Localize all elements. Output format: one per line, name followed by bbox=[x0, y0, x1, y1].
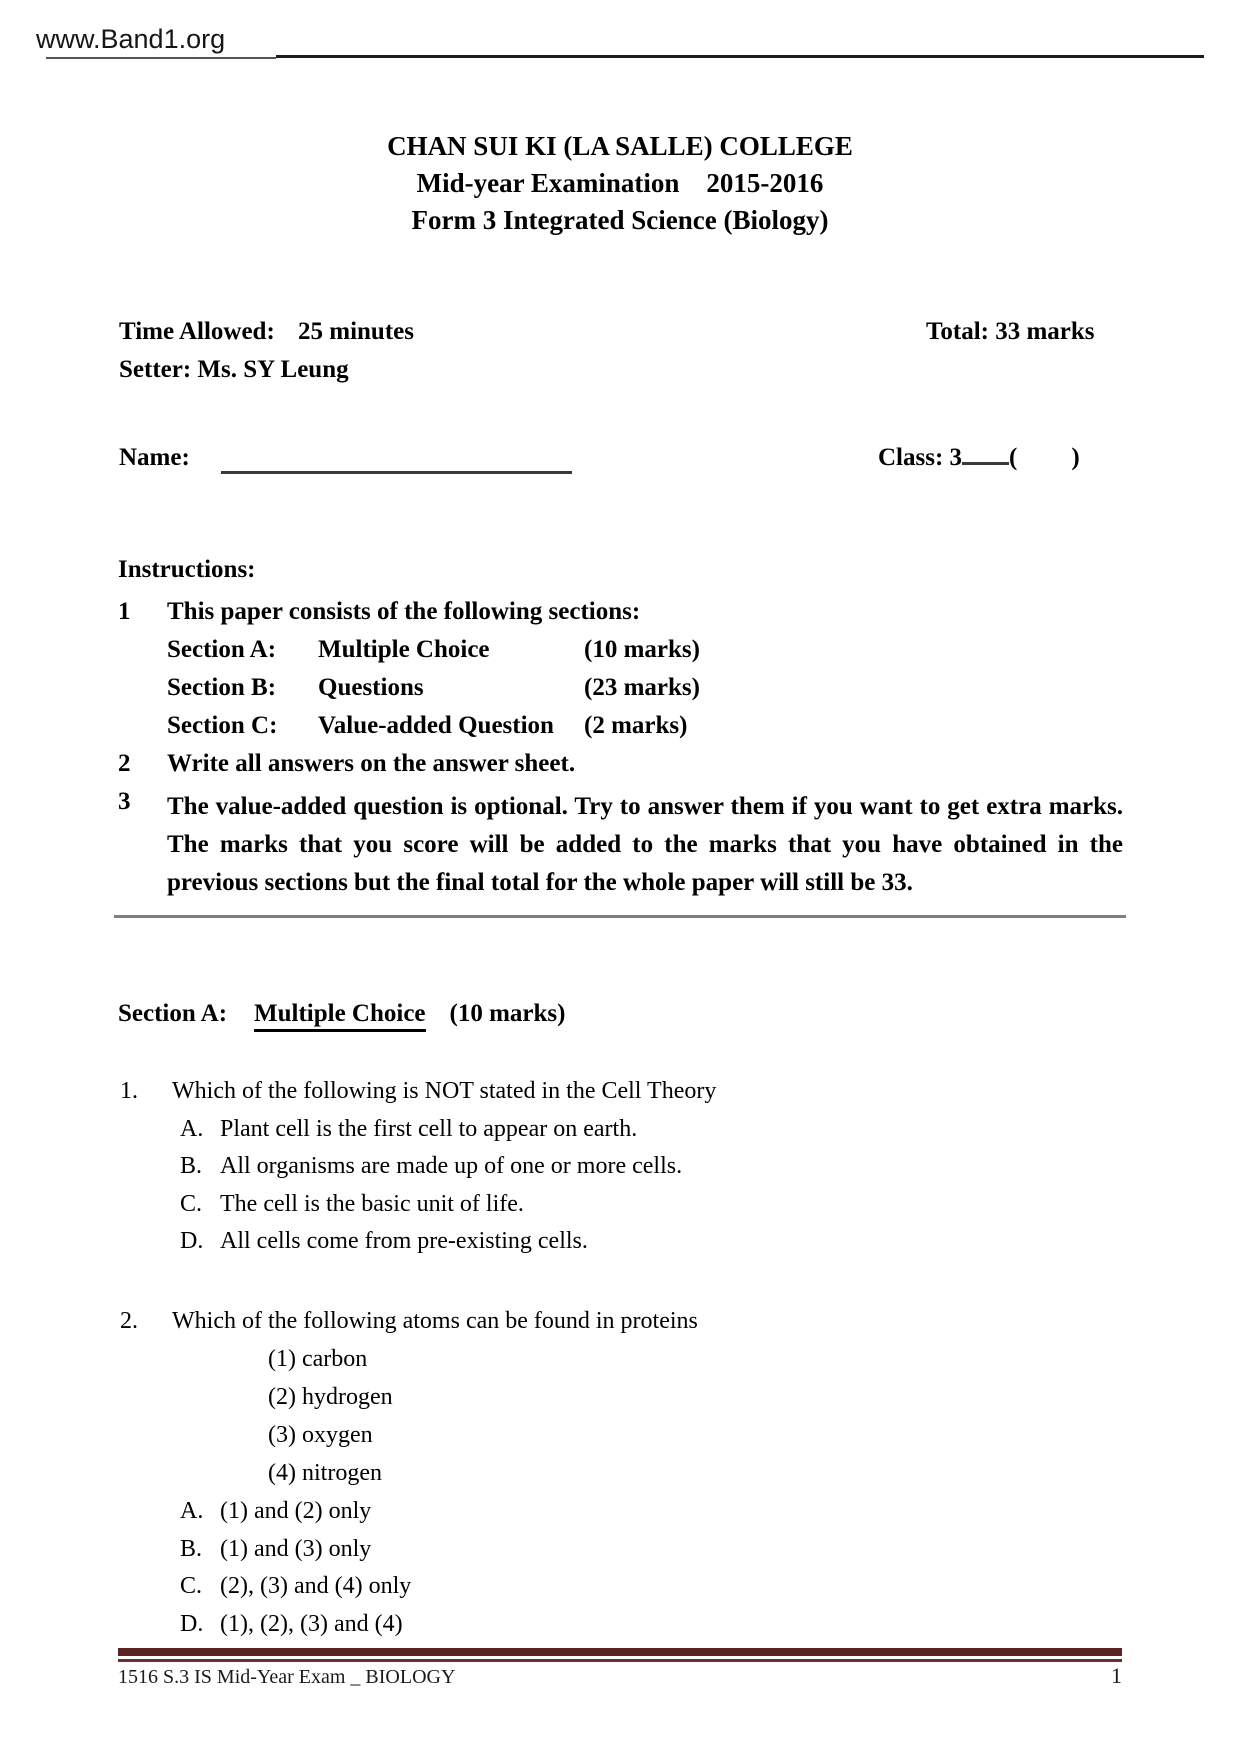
section-name: Value-added Question bbox=[318, 712, 554, 739]
option-text: (1), (2), (3) and (4) bbox=[220, 1611, 403, 1637]
section-list-row-b bbox=[167, 674, 700, 702]
section-divider bbox=[114, 915, 1126, 918]
section-a-heading bbox=[118, 1000, 565, 1032]
watermark-link[interactable]: www.Band1.org bbox=[36, 24, 226, 54]
class-field bbox=[878, 444, 1080, 472]
instruction-item-3 bbox=[118, 788, 1123, 902]
option-text: The cell is the basic unit of life. bbox=[220, 1191, 524, 1217]
instruction-item-1 bbox=[118, 598, 640, 626]
time-allowed-value: 25 minutes bbox=[298, 318, 414, 345]
question-text: Which of the following atoms can be found in proteins bbox=[172, 1308, 698, 1334]
item-number: 1 bbox=[118, 598, 131, 625]
option-text: (1) and (3) only bbox=[220, 1536, 372, 1562]
question-1-stem bbox=[120, 1078, 716, 1105]
option-letter: B. bbox=[180, 1153, 203, 1179]
section-list-row-c bbox=[167, 712, 687, 740]
section-label: Section C: bbox=[167, 712, 278, 739]
item-number: 3 bbox=[118, 788, 131, 815]
exam-name-year: Mid-year Examination 2015-2016 bbox=[416, 168, 824, 198]
school-name: CHAN SUI KI (LA SALLE) COLLEGE bbox=[387, 131, 853, 161]
option-text: All organisms are made up of one or more cells. bbox=[220, 1153, 683, 1179]
section-a-marks: (10 marks) bbox=[449, 1000, 566, 1027]
section-marks: (23 marks) bbox=[584, 674, 700, 701]
question-text: Which of the following is NOT stated in the Cell Theory bbox=[172, 1078, 717, 1104]
exam-title-block bbox=[0, 128, 1240, 239]
section-name: Questions bbox=[318, 674, 424, 701]
section-a-title: Multiple Choice bbox=[254, 1000, 426, 1032]
footer-bar bbox=[118, 1648, 1122, 1656]
question-2-subitem-3: (3) oxygen bbox=[268, 1422, 373, 1448]
question-2-subitem-2: (2) hydrogen bbox=[268, 1384, 393, 1410]
option-text: (2), (3) and (4) only bbox=[220, 1573, 412, 1599]
class-paren-close: ) bbox=[1071, 444, 1080, 471]
option-letter: D. bbox=[180, 1228, 204, 1254]
instructions-heading: Instructions: bbox=[118, 556, 256, 583]
section-label: Section A: bbox=[167, 636, 277, 663]
section-name: Multiple Choice bbox=[318, 636, 490, 663]
footer-doc-title: 1516 S.3 IS Mid-Year Exam _ BIOLOGY bbox=[118, 1666, 456, 1688]
instruction-item-2 bbox=[118, 750, 575, 778]
question-2-stem bbox=[120, 1308, 698, 1335]
section-marks: (10 marks) bbox=[584, 636, 700, 663]
header-rule bbox=[276, 55, 1204, 58]
option-letter: C. bbox=[180, 1573, 203, 1599]
question-1-option-a bbox=[180, 1116, 637, 1143]
question-2-option-a bbox=[180, 1498, 371, 1525]
class-label: Class: 3 bbox=[878, 444, 963, 471]
option-text: Plant cell is the first cell to appear on earth. bbox=[220, 1116, 638, 1142]
question-2-option-d bbox=[180, 1611, 403, 1638]
item-number: 2 bbox=[118, 750, 131, 777]
section-a-label: Section A: bbox=[118, 1000, 228, 1027]
option-letter: A. bbox=[180, 1498, 204, 1524]
question-number: 1. bbox=[120, 1078, 138, 1104]
option-text: (1) and (2) only bbox=[220, 1498, 372, 1524]
footer-bar-thin bbox=[118, 1659, 1122, 1662]
section-label: Section B: bbox=[167, 674, 277, 701]
option-letter: C. bbox=[180, 1191, 203, 1217]
question-2-subitem-1: (1) carbon bbox=[268, 1346, 368, 1372]
question-2-option-b bbox=[180, 1536, 371, 1563]
question-2-option-c bbox=[180, 1573, 411, 1600]
name-label: Name: bbox=[119, 444, 190, 471]
option-letter: B. bbox=[180, 1536, 203, 1562]
subject-name: Form 3 Integrated Science (Biology) bbox=[411, 205, 829, 235]
item-text: Write all answers on the answer sheet. bbox=[167, 750, 576, 777]
option-letter: A. bbox=[180, 1116, 204, 1142]
option-letter: D. bbox=[180, 1611, 204, 1637]
question-2-subitem-4: (4) nitrogen bbox=[268, 1460, 382, 1486]
question-1-option-b bbox=[180, 1153, 682, 1180]
header-rule-thin bbox=[46, 57, 276, 59]
section-marks: (2 marks) bbox=[584, 712, 688, 739]
total-marks: Total: 33 marks bbox=[926, 318, 1095, 345]
time-allowed-label: Time Allowed: bbox=[119, 318, 275, 345]
question-1-option-c bbox=[180, 1191, 524, 1218]
question-number: 2. bbox=[120, 1308, 138, 1334]
option-text: All cells come from pre-existing cells. bbox=[220, 1228, 588, 1254]
class-blank-line bbox=[962, 462, 1009, 465]
class-paren-open: ( bbox=[1009, 444, 1018, 471]
question-1-option-d bbox=[180, 1228, 588, 1255]
item-text: This paper consists of the following sections: bbox=[167, 598, 641, 625]
name-blank-line bbox=[221, 471, 572, 474]
setter-line: Setter: Ms. SY Leung bbox=[119, 356, 349, 383]
footer-page-number: 1 bbox=[1111, 1663, 1122, 1688]
section-list-row-a bbox=[167, 636, 700, 664]
item-text: The value-added question is optional. Try to answer them if you want to get extra marks. The marks that you score will be added to the marks that you have obtained in the previous sections but the final total for the whole paper will still be 33. bbox=[167, 793, 1123, 896]
